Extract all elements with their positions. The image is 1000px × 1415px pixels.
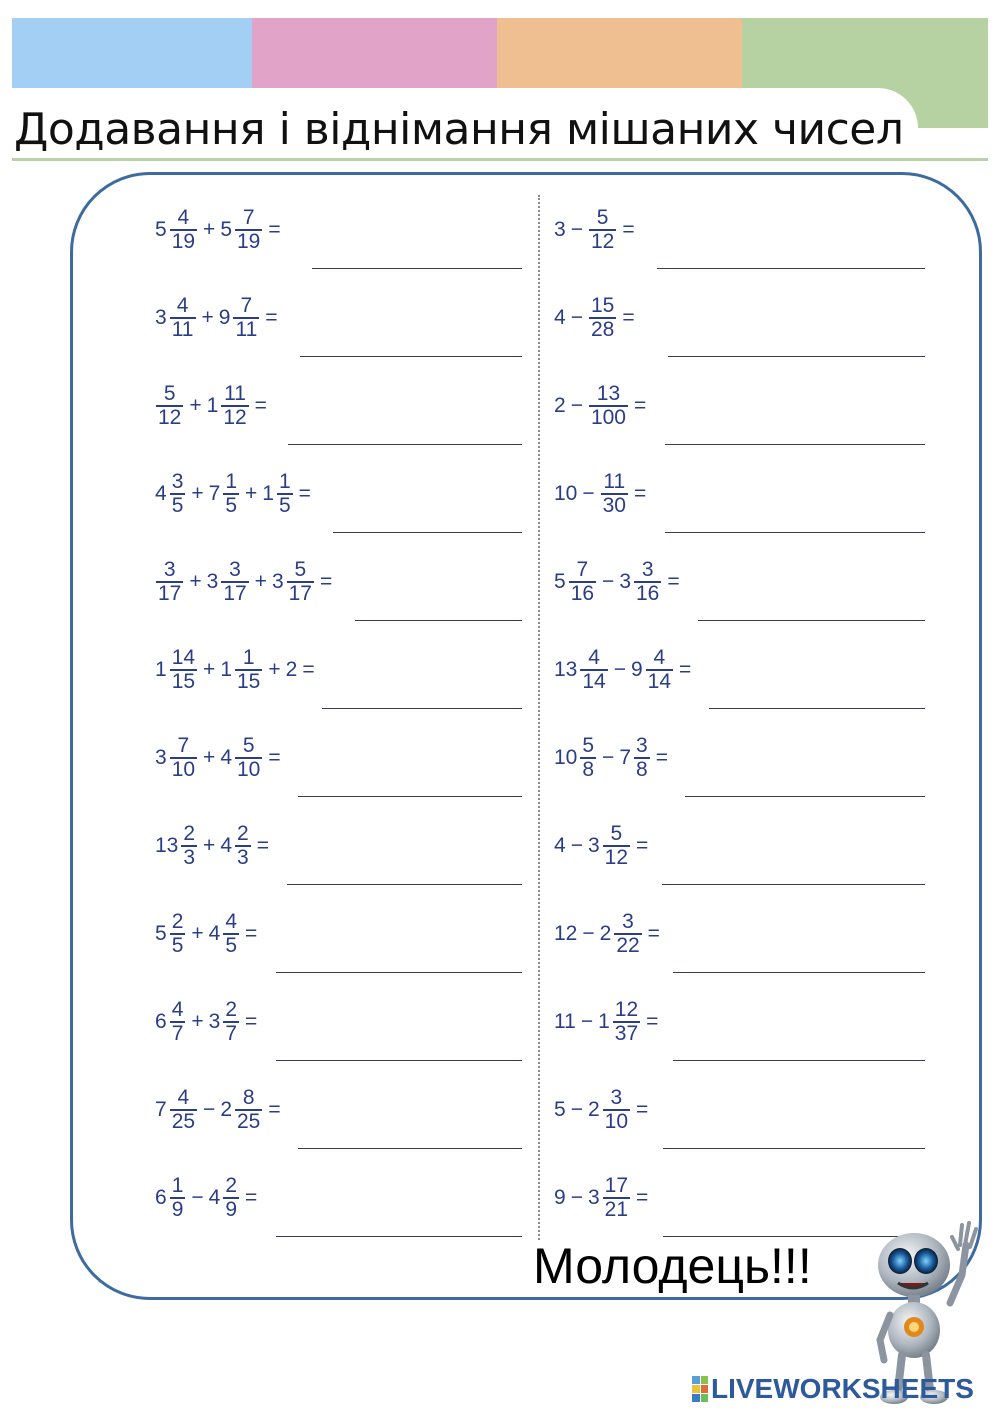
numerator: 3 xyxy=(163,557,176,581)
fraction xyxy=(221,383,248,429)
logo-text: LIVEWORKSHEETS xyxy=(711,1373,974,1404)
left-answer-line-3[interactable] xyxy=(288,444,522,445)
left-answer-line-5[interactable] xyxy=(355,620,522,621)
numerator: 3 xyxy=(636,733,648,757)
numerator: 5 xyxy=(163,381,176,405)
column-divider xyxy=(538,195,540,1240)
left-task-8 xyxy=(154,818,273,874)
denominator: 11 xyxy=(171,318,194,341)
denominator: 25 xyxy=(171,1110,196,1133)
whole-part: 13 xyxy=(155,834,179,857)
denominator: 12 xyxy=(604,846,628,869)
fraction xyxy=(287,559,314,605)
operator: = xyxy=(622,306,635,329)
right-answer-line-1[interactable] xyxy=(657,268,925,269)
praise-text: Молодець!!! xyxy=(533,1238,812,1294)
fraction xyxy=(170,471,186,517)
right-answer-line-5[interactable] xyxy=(698,620,925,621)
fraction xyxy=(170,647,197,693)
whole-part: 5 xyxy=(554,570,566,593)
numerator: 5 xyxy=(242,733,255,757)
denominator: 8 xyxy=(636,758,648,781)
fraction xyxy=(589,383,628,429)
whole-part: 5 xyxy=(155,218,167,241)
logo-icon-cell xyxy=(701,1385,709,1393)
whole-part: 6 xyxy=(155,1010,167,1033)
denominator: 16 xyxy=(636,582,660,605)
operator: + xyxy=(245,482,258,505)
denominator: 28 xyxy=(590,318,615,341)
whole-part: 3 xyxy=(587,1186,600,1209)
denominator: 8 xyxy=(582,758,595,781)
fraction xyxy=(156,559,183,605)
fraction xyxy=(181,823,197,869)
operator: = xyxy=(268,218,281,241)
numerator: 1 xyxy=(242,645,255,669)
left-answer-line-6[interactable] xyxy=(322,708,522,709)
right-answer-line-3[interactable] xyxy=(665,444,925,445)
denominator: 15 xyxy=(171,670,196,693)
left-task-4 xyxy=(154,466,315,522)
right-answer-line-4[interactable] xyxy=(665,532,925,533)
fraction xyxy=(589,295,616,341)
whole-part: 3 xyxy=(155,306,167,329)
numerator: 1 xyxy=(225,469,238,493)
numerator: 7 xyxy=(242,205,255,229)
logo-icon-cell xyxy=(701,1394,709,1402)
numerator: 4 xyxy=(653,645,666,669)
operator: + xyxy=(203,746,216,769)
numerator: 5 xyxy=(610,821,623,845)
header-bar-orange xyxy=(497,18,742,88)
denominator: 14 xyxy=(647,670,672,693)
operator: + xyxy=(254,570,267,593)
logo-icon-cell xyxy=(692,1385,700,1393)
operator: − xyxy=(570,306,583,329)
fraction xyxy=(170,735,197,781)
operator: = xyxy=(636,1186,649,1209)
operator: = xyxy=(256,834,269,857)
right-task-6 xyxy=(553,642,695,698)
operator: − xyxy=(191,1186,204,1209)
denominator: 30 xyxy=(602,494,626,517)
right-task-11 xyxy=(553,1082,652,1138)
fraction xyxy=(277,471,293,517)
operator: + xyxy=(268,658,281,681)
operator: − xyxy=(613,658,626,681)
operator: = xyxy=(636,1098,649,1121)
operator: + xyxy=(203,218,216,241)
left-task-9 xyxy=(154,906,261,962)
whole-part: 9 xyxy=(218,306,231,329)
operator: + xyxy=(203,658,216,681)
numerator: 5 xyxy=(596,205,609,229)
operator: = xyxy=(655,746,668,769)
right-answer-line-10[interactable] xyxy=(673,1060,925,1061)
operator: = xyxy=(245,1186,258,1209)
fraction xyxy=(646,647,673,693)
fraction xyxy=(589,207,616,253)
right-answer-line-9[interactable] xyxy=(673,972,925,973)
numerator: 8 xyxy=(242,1085,255,1109)
operator: = xyxy=(268,746,281,769)
operator: − xyxy=(570,1186,583,1209)
fraction xyxy=(170,207,197,253)
fraction xyxy=(235,823,251,869)
logo-icon-cell xyxy=(701,1376,709,1384)
whole-part: 3 xyxy=(155,746,167,769)
whole-part: 4 xyxy=(220,834,232,857)
right-task-10 xyxy=(553,994,662,1050)
operator: − xyxy=(570,394,583,417)
numerator: 5 xyxy=(294,557,307,581)
whole-part: 7 xyxy=(208,482,221,505)
denominator: 17 xyxy=(288,582,312,605)
fraction xyxy=(634,735,650,781)
left-answer-line-11[interactable] xyxy=(298,1148,522,1149)
left-task-7 xyxy=(154,730,285,786)
denominator: 17 xyxy=(223,582,247,605)
whole-part: 3 xyxy=(587,834,600,857)
operator: − xyxy=(570,218,583,241)
numerator: 2 xyxy=(171,909,184,933)
right-answer-line-11[interactable] xyxy=(663,1148,925,1149)
whole-part: 1 xyxy=(206,394,219,417)
right-task-1 xyxy=(553,202,639,258)
whole-part: 1 xyxy=(598,1010,610,1033)
fraction xyxy=(221,559,248,605)
whole-number: 9 xyxy=(554,1186,566,1209)
operator: = xyxy=(302,658,315,681)
fraction xyxy=(634,559,661,605)
operator: = xyxy=(647,922,660,945)
fraction xyxy=(223,471,239,517)
left-answer-line-1[interactable] xyxy=(312,268,522,269)
fraction xyxy=(170,911,186,957)
denominator: 5 xyxy=(171,494,184,517)
whole-number: 11 xyxy=(554,1010,576,1033)
operator: = xyxy=(634,394,647,417)
whole-part: 7 xyxy=(155,1098,167,1121)
denominator: 3 xyxy=(237,846,249,869)
whole-part: 7 xyxy=(619,746,631,769)
fraction xyxy=(223,911,239,957)
left-task-1 xyxy=(154,202,285,258)
denominator: 100 xyxy=(590,406,626,429)
numerator: 7 xyxy=(240,293,253,317)
whole-part: 4 xyxy=(155,482,167,505)
right-task-9 xyxy=(553,906,664,962)
left-answer-line-8[interactable] xyxy=(287,884,522,885)
fraction xyxy=(170,1087,197,1133)
left-answer-line-9[interactable] xyxy=(276,972,522,973)
operator: − xyxy=(580,1010,594,1033)
denominator: 22 xyxy=(616,934,640,957)
numerator: 3 xyxy=(229,557,241,581)
right-task-4 xyxy=(553,466,650,522)
numerator: 12 xyxy=(614,997,639,1021)
operator: − xyxy=(570,1098,583,1121)
numerator: 4 xyxy=(225,909,238,933)
denominator: 21 xyxy=(604,1198,628,1221)
right-answer-line-7[interactable] xyxy=(685,796,925,797)
fraction xyxy=(170,295,196,341)
operator: = xyxy=(633,482,647,505)
denominator: 5 xyxy=(171,934,184,957)
liveworksheets-logo-icon xyxy=(692,1376,708,1402)
operator: + xyxy=(201,306,214,329)
fraction xyxy=(170,1175,186,1221)
whole-part: 5 xyxy=(155,922,167,945)
numerator: 2 xyxy=(183,821,196,845)
numerator: 4 xyxy=(176,293,189,317)
denominator: 25 xyxy=(237,1110,261,1133)
denominator: 10 xyxy=(171,758,196,781)
fraction xyxy=(603,1087,630,1133)
whole-part: 3 xyxy=(206,570,219,593)
denominator: 10 xyxy=(604,1110,628,1133)
numerator: 4 xyxy=(588,645,600,669)
whole-part: 6 xyxy=(155,1186,167,1209)
numerator: 13 xyxy=(596,381,621,405)
left-answer-line-7[interactable] xyxy=(298,796,522,797)
numerator: 4 xyxy=(171,997,184,1021)
whole-part: 1 xyxy=(262,482,274,505)
operator: + xyxy=(191,482,204,505)
title-underline xyxy=(12,158,988,161)
left-task-3 xyxy=(154,378,271,434)
left-answer-line-10[interactable] xyxy=(276,1060,522,1061)
denominator: 11 xyxy=(235,318,258,341)
fraction xyxy=(223,999,239,1045)
numerator: 11 xyxy=(224,381,246,405)
numerator: 7 xyxy=(576,557,589,581)
numerator: 2 xyxy=(225,1173,238,1197)
whole-part: 2 xyxy=(220,1098,232,1121)
right-task-2 xyxy=(553,290,639,346)
right-task-5 xyxy=(553,554,684,610)
right-answer-line-8[interactable] xyxy=(662,884,925,885)
operator: + xyxy=(189,570,202,593)
left-task-10 xyxy=(154,994,261,1050)
denominator: 17 xyxy=(158,582,182,605)
denominator: 7 xyxy=(171,1022,184,1045)
denominator: 3 xyxy=(183,846,196,869)
operator: = xyxy=(245,922,258,945)
denominator: 5 xyxy=(278,494,291,517)
denominator: 12 xyxy=(158,406,182,429)
left-task-5 xyxy=(154,554,336,610)
operator: = xyxy=(245,1010,258,1033)
fraction xyxy=(235,207,262,253)
whole-number: 2 xyxy=(554,394,566,417)
operator: − xyxy=(582,922,595,945)
whole-part: 10 xyxy=(554,746,578,769)
right-answer-line-6[interactable] xyxy=(709,708,925,709)
operator: + xyxy=(203,834,216,857)
logo-icon-cell xyxy=(692,1376,700,1384)
fraction xyxy=(156,383,183,429)
denominator: 15 xyxy=(237,670,261,693)
denominator: 37 xyxy=(614,1022,639,1045)
numerator: 7 xyxy=(177,733,190,757)
fraction xyxy=(580,647,607,693)
numerator: 15 xyxy=(590,293,615,317)
left-answer-line-2[interactable] xyxy=(300,356,522,357)
operator: + xyxy=(191,922,204,945)
whole-part: 4 xyxy=(208,922,221,945)
whole-part: 3 xyxy=(619,570,631,593)
header-bar-blue xyxy=(12,18,252,88)
fraction xyxy=(235,647,262,693)
fraction xyxy=(569,559,596,605)
fraction xyxy=(613,999,640,1045)
left-task-11 xyxy=(154,1082,285,1138)
denominator: 5 xyxy=(225,934,238,957)
page-title: Додавання і віднімання мішаних чисел xyxy=(14,104,904,155)
whole-part: 2 xyxy=(599,922,612,945)
whole-number: 3 xyxy=(554,218,566,241)
whole-part: 13 xyxy=(554,658,578,681)
operator: = xyxy=(667,570,680,593)
right-task-7 xyxy=(553,730,672,786)
numerator: 1 xyxy=(278,469,291,493)
operator: − xyxy=(582,482,595,505)
header-bar-pink xyxy=(252,18,497,88)
numerator: 3 xyxy=(610,1085,623,1109)
liveworksheets-logo xyxy=(692,1373,974,1405)
whole-number: 10 xyxy=(554,482,578,505)
numerator: 11 xyxy=(603,469,626,493)
denominator: 5 xyxy=(225,494,238,517)
numerator: 3 xyxy=(171,469,184,493)
fraction xyxy=(603,1175,630,1221)
operator: − xyxy=(570,834,583,857)
right-answer-line-2[interactable] xyxy=(668,356,925,357)
whole-part: 4 xyxy=(220,746,232,769)
whole-number: 12 xyxy=(554,922,578,945)
right-task-3 xyxy=(553,378,650,434)
numerator: 4 xyxy=(177,1085,190,1109)
fraction xyxy=(170,999,186,1045)
left-task-6 xyxy=(154,642,319,698)
whole-number: 5 xyxy=(554,1098,566,1121)
numerator: 3 xyxy=(641,557,654,581)
whole-part: 3 xyxy=(208,1010,221,1033)
fraction xyxy=(223,1175,239,1221)
denominator: 7 xyxy=(225,1022,238,1045)
left-answer-line-12[interactable] xyxy=(276,1236,522,1237)
whole-part: 4 xyxy=(208,1186,221,1209)
fraction xyxy=(614,911,641,957)
whole-part: 1 xyxy=(220,658,232,681)
fraction xyxy=(233,295,259,341)
denominator: 14 xyxy=(582,670,606,693)
left-task-2 xyxy=(154,290,282,346)
operator: − xyxy=(602,570,615,593)
whole-part: 5 xyxy=(220,218,232,241)
denominator: 9 xyxy=(171,1198,184,1221)
operator: = xyxy=(254,394,267,417)
numerator: 2 xyxy=(237,821,249,845)
numerator: 2 xyxy=(225,997,238,1021)
whole-part: 1 xyxy=(155,658,167,681)
whole-part: 3 xyxy=(271,570,284,593)
denominator: 12 xyxy=(590,230,615,253)
fraction xyxy=(235,735,262,781)
numerator: 17 xyxy=(604,1173,628,1197)
left-task-12 xyxy=(154,1170,261,1226)
right-task-8 xyxy=(553,818,652,874)
operator: = xyxy=(636,834,649,857)
denominator: 12 xyxy=(223,406,247,429)
operator: − xyxy=(602,746,615,769)
operator: = xyxy=(298,482,311,505)
whole-part: 9 xyxy=(630,658,643,681)
right-task-12 xyxy=(553,1170,652,1226)
denominator: 19 xyxy=(237,230,261,253)
whole-part: 2 xyxy=(587,1098,600,1121)
operator: = xyxy=(622,218,635,241)
operator: = xyxy=(646,1010,659,1033)
whole-number: 4 xyxy=(554,306,566,329)
fraction xyxy=(601,471,628,517)
operator: = xyxy=(679,658,692,681)
numerator: 4 xyxy=(177,205,190,229)
numerator: 1 xyxy=(171,1173,184,1197)
whole-number: 2 xyxy=(285,658,298,681)
fraction xyxy=(235,1087,262,1133)
operator: = xyxy=(268,1098,281,1121)
fraction xyxy=(603,823,630,869)
denominator: 16 xyxy=(570,582,595,605)
denominator: 9 xyxy=(225,1198,238,1221)
denominator: 10 xyxy=(237,758,261,781)
operator: = xyxy=(265,306,278,329)
fraction xyxy=(580,735,596,781)
operator: + xyxy=(191,1010,204,1033)
denominator: 19 xyxy=(171,230,196,253)
numerator: 5 xyxy=(582,733,595,757)
left-answer-line-4[interactable] xyxy=(333,532,522,533)
operator: = xyxy=(319,570,333,593)
numerator: 14 xyxy=(171,645,196,669)
operator: − xyxy=(203,1098,216,1121)
whole-number: 4 xyxy=(554,834,566,857)
logo-icon-cell xyxy=(692,1394,700,1402)
numerator: 3 xyxy=(622,909,634,933)
operator: + xyxy=(189,394,202,417)
